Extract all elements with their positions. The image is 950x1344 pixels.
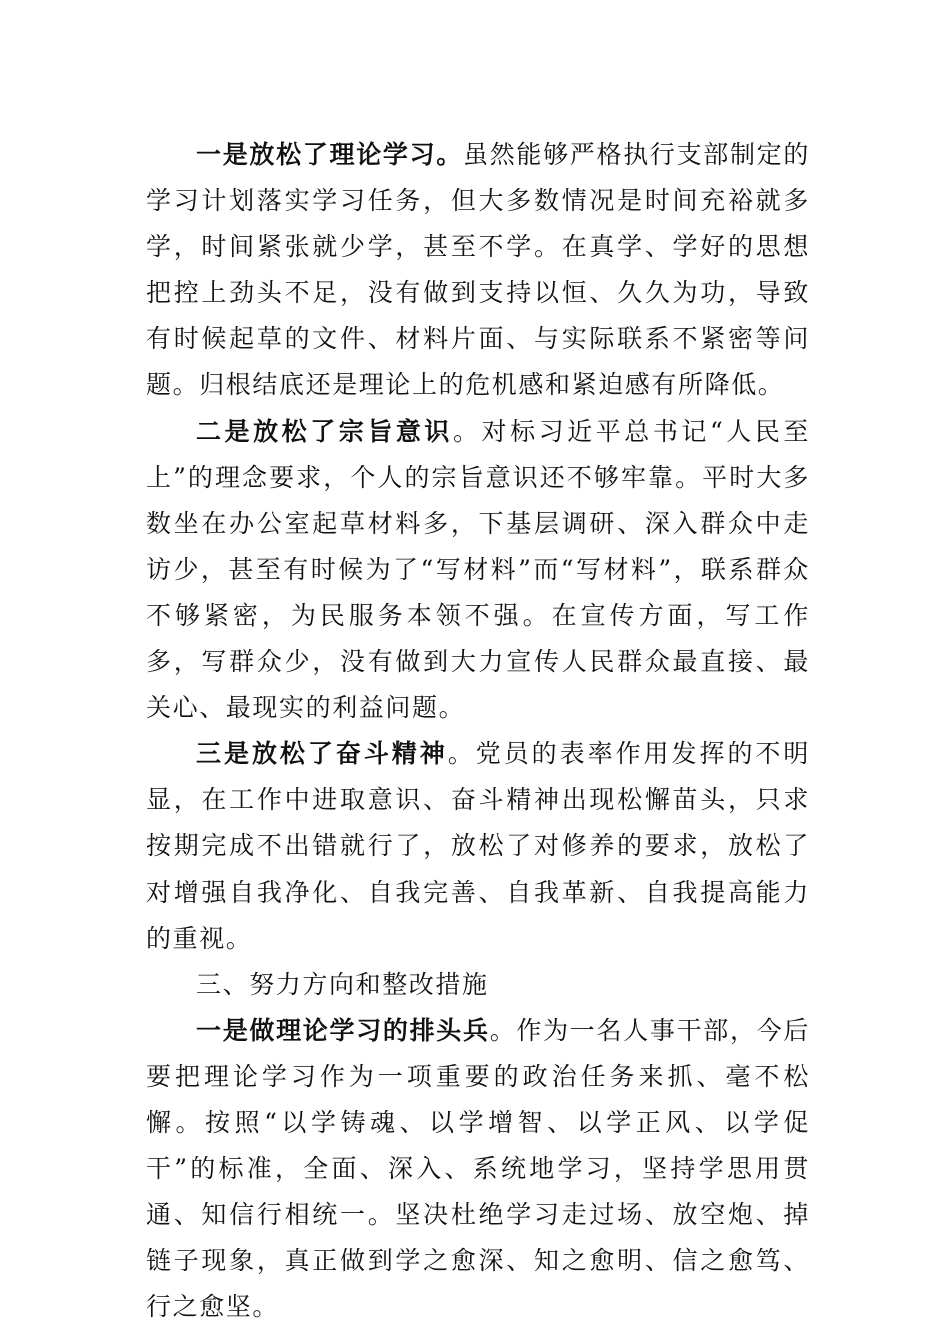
section-heading: 三、努力方向和整改措施 [196, 969, 489, 999]
paragraph-body: 虽然能够严格执行支部制定的学习计划落实学习任务，但大多数情况是时间充裕就多学，时间紧张就少学，甚至不学。在真学、学好的思想把控上劲头不足，没有做到支持以恒、久久为功，导致有时候起草的文件、材料片面、与实际联系不紧密等问题。归根结底还是理论上的危机感和紧迫感有所降低。 [146, 140, 810, 400]
document-body [146, 132, 810, 1330]
paragraph-striving-spirit [146, 731, 810, 961]
paragraph-theory-study [146, 132, 810, 409]
paragraph-purpose-awareness [146, 409, 810, 732]
paragraph-lead: 二是放松了宗旨意识 [196, 416, 453, 446]
paragraph-lead: 一是做理论学习的排头兵 [196, 1015, 490, 1045]
paragraph-body: 。对标习近平总书记“人民至上”的理念要求，个人的宗旨意识还不够牢靠。平时大多数坐在办公室起草材料多，下基层调研、深入群众中走访少，甚至有时候为了“写材料”而“写材料”，联系群众不够紧密，为民服务本领不强。在宣传方面，写工作多，写群众少，没有做到大力宣传人民群众最直接、最关心、最现实的利益问题。 [146, 416, 810, 723]
paragraph-body: 。作为一名人事干部，今后要把理论学习作为一项重要的政治任务来抓、毫不松懈。按照“以学铸魂、以学增智、以学正风、以学促干”的标准，全面、深入、系统地学习，坚持学思用贯通、知信行相统一。坚决杜绝学习走过场、放空炮、掉链子现象，真正做到学之愈深、知之愈明、信之愈笃、行之愈坚。 [146, 1015, 810, 1322]
paragraph-lead: 一是放松了理论学习。 [196, 140, 463, 169]
paragraph-body: 。党员的表率作用发挥的不明显，在工作中进取意识、奋斗精神出现松懈苗头，只求按期完成不出错就行了，放松了对修养的要求，放松了对增强自我净化、自我完善、自我革新、自我提高能力的重视。 [146, 739, 810, 953]
paragraph-theory-vanguard [146, 1008, 810, 1331]
paragraph-lead: 三是放松了奋斗精神 [196, 739, 448, 769]
